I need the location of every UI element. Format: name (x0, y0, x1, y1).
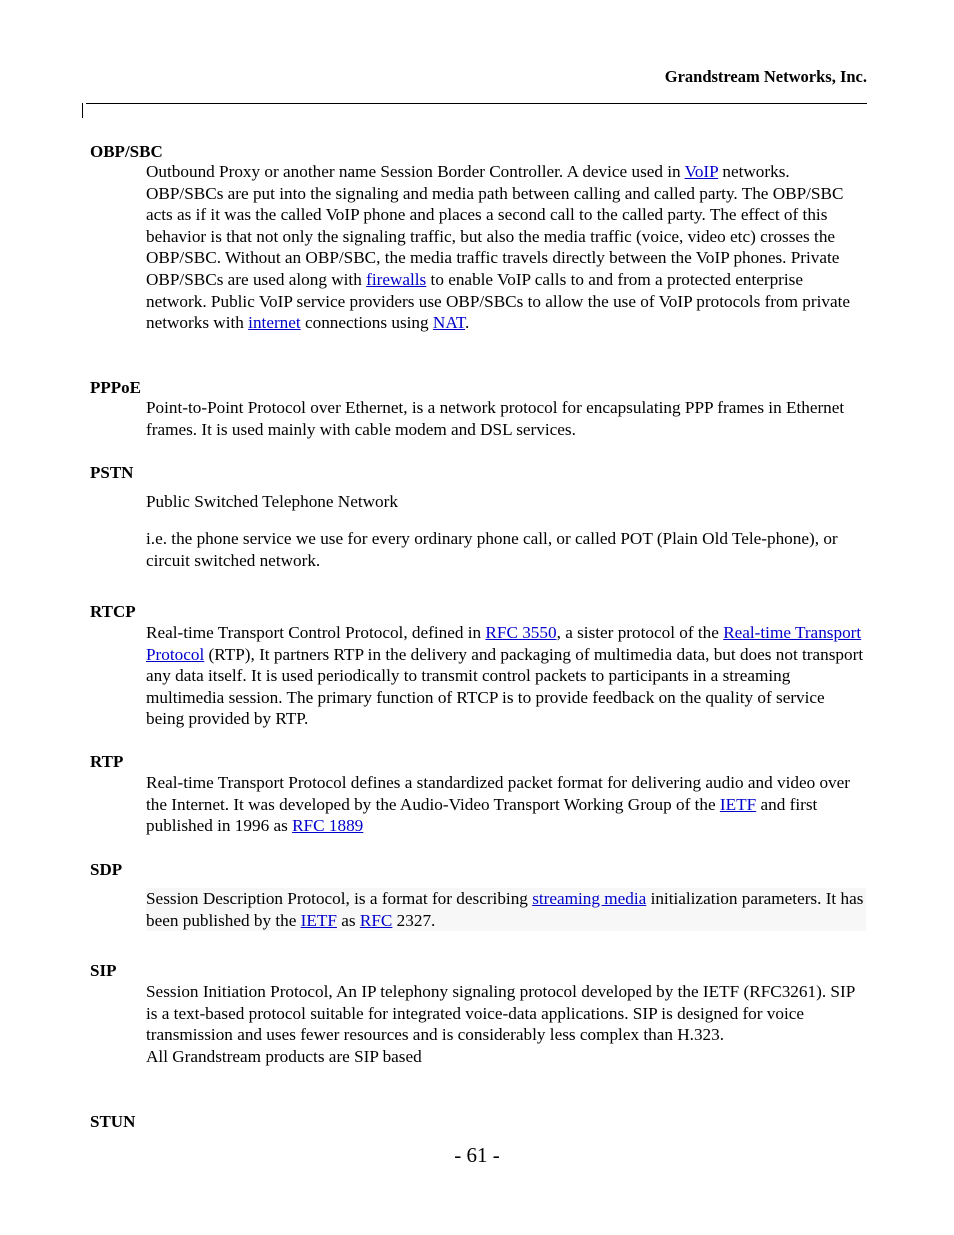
definition-pppoe: Point-to-Point Protocol over Ethernet, is a network protocol for encapsulating PPP frames in Ethernet frames. It is used mainly with cable modem and DSL services. (146, 398, 845, 439)
header-margin-tick (82, 103, 83, 118)
page-number: - 61 - (454, 1143, 500, 1167)
definition-text: initialization parameters. It has been published by the (146, 889, 864, 930)
definition-text: Session Initiation Protocol, An IP telephony signaling protocol developed by the IETF (RFC3261). SIP is a text-based protocol suitable for integrated voice-data applications. SIP is designed for voice transmission and uses fewer resources and is considerably less complex than H.323. (146, 982, 855, 1045)
definition-pstn-line2: i.e. the phone service we use for every ordinary phone call, or called POT (Plain Old Tele-phone), or circuit switched network. (146, 529, 838, 570)
link-ietf[interactable]: IETF (719, 794, 757, 814)
definition-text: Real-time Transport Control Protocol, defined in (146, 623, 486, 642)
link-ietf[interactable]: IETF (300, 910, 337, 930)
term-stun: STUN (90, 1112, 136, 1131)
definition-sdp (146, 888, 866, 931)
definition-text: Outbound Proxy or another name Session Border Controller. A device used in (146, 162, 685, 181)
link-rfc[interactable]: RFC (359, 910, 393, 930)
definition-text: Real-time Transport Protocol defines a standardized packet format for delivering audio and video over the Internet. It was developed by the Audio-Video Transport Working Group of the (146, 773, 850, 814)
term-sdp: SDP (90, 860, 123, 879)
definition-text: , a sister protocol of the (556, 623, 724, 642)
link-rfc-3550[interactable]: RFC 3550 (485, 623, 557, 642)
link-firewalls[interactable]: firewalls (366, 269, 427, 289)
definition-text: as (336, 910, 360, 930)
link-nat[interactable]: NAT (432, 313, 466, 333)
definition-text: and first published in 1996 as (146, 794, 818, 836)
term-pstn: PSTN (90, 463, 134, 482)
definition-text: 2327. (392, 910, 436, 930)
term-obp-sbc: OBP/SBC (90, 142, 163, 161)
header-rule (86, 103, 867, 104)
link-internet[interactable]: internet (248, 313, 301, 333)
link-rfc-1889[interactable]: RFC 1889 (292, 816, 364, 836)
definition-text: Session Description Protocol, is a format for describing (146, 889, 533, 908)
definition-note: All Grandstream products are SIP based (146, 1046, 422, 1066)
definition-rtp (146, 772, 866, 837)
definition-rtcp (146, 622, 866, 730)
link-voip[interactable]: VoIP (684, 162, 719, 181)
link-streaming-media[interactable]: streaming media (532, 889, 647, 908)
term-sip: SIP (90, 961, 117, 980)
definition-text: to enable VoIP calls to and from a protected enterprise network. Public VoIP service providers use OBP/SBCs to allow the use of VoIP protocols from private networks with (146, 269, 850, 333)
header-company: Grandstream Networks, Inc. (664, 67, 867, 86)
definition-text: (RTP), It partners RTP in the delivery and packaging of multimedia data, but does not transport any data itself. It is used periodically to transmit control packets to participants in a streaming multimedia session. The primary function of RTCP is to provide feedback on the quality of service being provided by RTP. (146, 644, 864, 729)
definition-sip (146, 981, 866, 1067)
link-real-time-transport-protocol[interactable]: Real-time Transport Protocol (146, 623, 862, 664)
definition-text: connections using (300, 313, 433, 333)
definition-text: . (465, 313, 470, 333)
term-rtp: RTP (90, 752, 124, 771)
definition-obp-sbc (146, 161, 866, 334)
definition-text: networks. OBP/SBCs are put into the signaling and media path between calling and called party. The OBP/SBC acts as if it was the called VoIP phone and places a second call to the called party. The effect of this behavior is that not only the signaling traffic, but also the media traffic (voice, video etc) crosses the OBP/SBC. Without an OBP/SBC, the media traffic travels directly between the VoIP phones. Private OBP/SBCs are used along with (146, 162, 844, 289)
term-rtcp: RTCP (90, 602, 136, 621)
term-pppoe: PPPoE (90, 378, 141, 397)
definition-pstn-line1: Public Switched Telephone Network (146, 492, 398, 511)
